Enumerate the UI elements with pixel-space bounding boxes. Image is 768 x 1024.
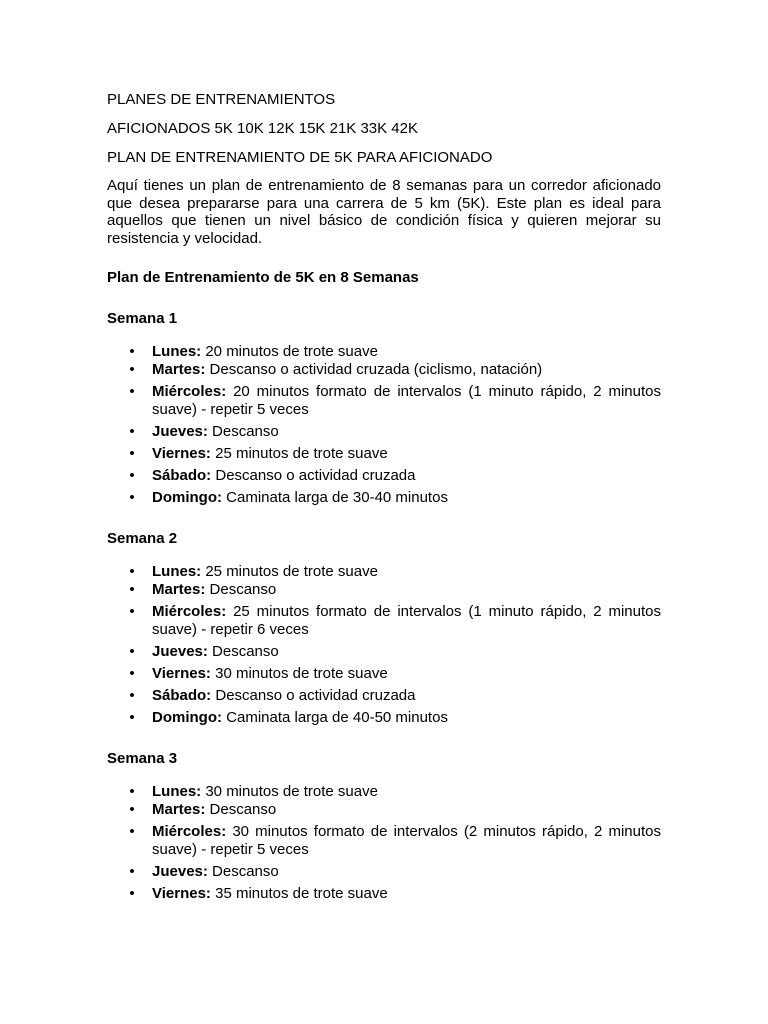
list-item	[107, 863, 661, 881]
distances-heading: AFICIONADOS 5K 10K 12K 15K 21K 33K 42K	[107, 120, 419, 137]
day-name: Viernes:	[152, 885, 211, 902]
day-text: Caminata larga de 40-50 minutos	[221, 709, 448, 726]
day-text: 35 minutos de trote suave	[210, 885, 388, 902]
bullet-icon: •	[129, 885, 135, 902]
day-name: Viernes:	[152, 665, 211, 682]
list-item	[107, 445, 661, 463]
week-title: Semana 2	[107, 530, 178, 547]
bullet-icon: •	[129, 783, 135, 800]
week-title: Semana 1	[107, 310, 178, 327]
bullet-icon: •	[129, 823, 135, 840]
document-page	[107, 90, 661, 925]
list-item	[107, 823, 661, 859]
bullet-icon: •	[129, 445, 135, 462]
list-item	[107, 563, 661, 581]
day-text: 25 minutos de trote suave	[201, 563, 378, 580]
bullet-icon: •	[129, 687, 135, 704]
document-heading: PLANES DE ENTRENAMIENTOS	[107, 91, 336, 108]
day-text: Descanso	[205, 581, 277, 598]
week-section	[107, 749, 661, 903]
list-item	[107, 343, 661, 361]
day-text: Descanso o actividad cruzada (ciclismo, natación)	[205, 361, 543, 378]
intro-paragraph: Aquí tienes un plan de entrenamiento de 8 semanas para un corredor aficionado que desea prepararse para una carrera de 5 km (5K). Este plan es ideal para aquellos que tienen un nivel básico de condición física y quieren mejorar su resistencia y velocidad.	[107, 177, 661, 247]
list-item	[107, 709, 661, 727]
bullet-icon: •	[129, 581, 135, 598]
list-item	[107, 665, 661, 683]
day-name: Martes:	[152, 581, 206, 598]
bullet-icon: •	[129, 643, 135, 660]
list-item	[107, 885, 661, 903]
day-name: Lunes:	[152, 343, 202, 360]
day-text: 30 minutos de trote suave	[210, 665, 388, 682]
bullet-icon: •	[129, 489, 135, 506]
day-text: Descanso	[205, 801, 277, 818]
bullet-icon: •	[129, 563, 135, 580]
day-name: Jueves:	[152, 643, 208, 660]
day-text: 25 minutos formato de intervalos (1 minuto rápido, 2 minutos suave) - repetir 6 veces	[152, 603, 661, 638]
day-list	[107, 563, 661, 727]
day-text: Descanso o actividad cruzada	[211, 467, 416, 484]
day-name: Domingo:	[152, 489, 222, 506]
day-text: 20 minutos formato de intervalos (1 minuto rápido, 2 minutos suave) - repetir 5 veces	[152, 383, 661, 418]
list-item	[107, 361, 661, 379]
day-name: Viernes:	[152, 445, 211, 462]
list-item	[107, 643, 661, 661]
plan-heading: PLAN DE ENTRENAMIENTO DE 5K PARA AFICIONADO	[107, 149, 493, 166]
week-section	[107, 529, 661, 727]
day-name: Sábado:	[152, 687, 212, 704]
day-text: 20 minutos de trote suave	[201, 343, 378, 360]
bullet-icon: •	[129, 801, 135, 818]
day-name: Lunes:	[152, 563, 202, 580]
list-item	[107, 603, 661, 639]
week-section	[107, 309, 661, 507]
list-item	[107, 801, 661, 819]
bullet-icon: •	[129, 467, 135, 484]
day-text: Descanso	[207, 643, 279, 660]
bullet-icon: •	[129, 361, 135, 378]
day-name: Jueves:	[152, 863, 208, 880]
list-item	[107, 383, 661, 419]
day-name: Miércoles:	[152, 823, 227, 840]
bullet-icon: •	[129, 383, 135, 400]
list-item	[107, 423, 661, 441]
day-list	[107, 343, 661, 507]
bullet-icon: •	[129, 665, 135, 682]
list-item	[107, 783, 661, 801]
day-text: 25 minutos de trote suave	[210, 445, 388, 462]
day-list	[107, 783, 661, 903]
day-text: Descanso	[207, 863, 279, 880]
bullet-icon: •	[129, 343, 135, 360]
day-name: Sábado:	[152, 467, 212, 484]
bullet-icon: •	[129, 863, 135, 880]
day-name: Miércoles:	[152, 603, 227, 620]
day-name: Jueves:	[152, 423, 208, 440]
day-text: Descanso o actividad cruzada	[211, 687, 416, 704]
day-name: Martes:	[152, 801, 206, 818]
day-text: Caminata larga de 30-40 minutos	[221, 489, 448, 506]
bullet-icon: •	[129, 603, 135, 620]
day-name: Martes:	[152, 361, 206, 378]
day-text: Descanso	[207, 423, 279, 440]
day-text: 30 minutos de trote suave	[201, 783, 378, 800]
day-name: Lunes:	[152, 783, 202, 800]
day-text: 30 minutos formato de intervalos (2 minutos rápido, 2 minutos suave) - repetir 5 veces	[152, 823, 661, 858]
day-name: Domingo:	[152, 709, 222, 726]
bullet-icon: •	[129, 423, 135, 440]
week-title: Semana 3	[107, 750, 178, 767]
day-name: Miércoles:	[152, 383, 227, 400]
list-item	[107, 687, 661, 705]
list-item	[107, 467, 661, 485]
list-item	[107, 581, 661, 599]
bullet-icon: •	[129, 709, 135, 726]
list-item	[107, 489, 661, 507]
plan-title: Plan de Entrenamiento de 5K en 8 Semanas	[107, 269, 419, 286]
